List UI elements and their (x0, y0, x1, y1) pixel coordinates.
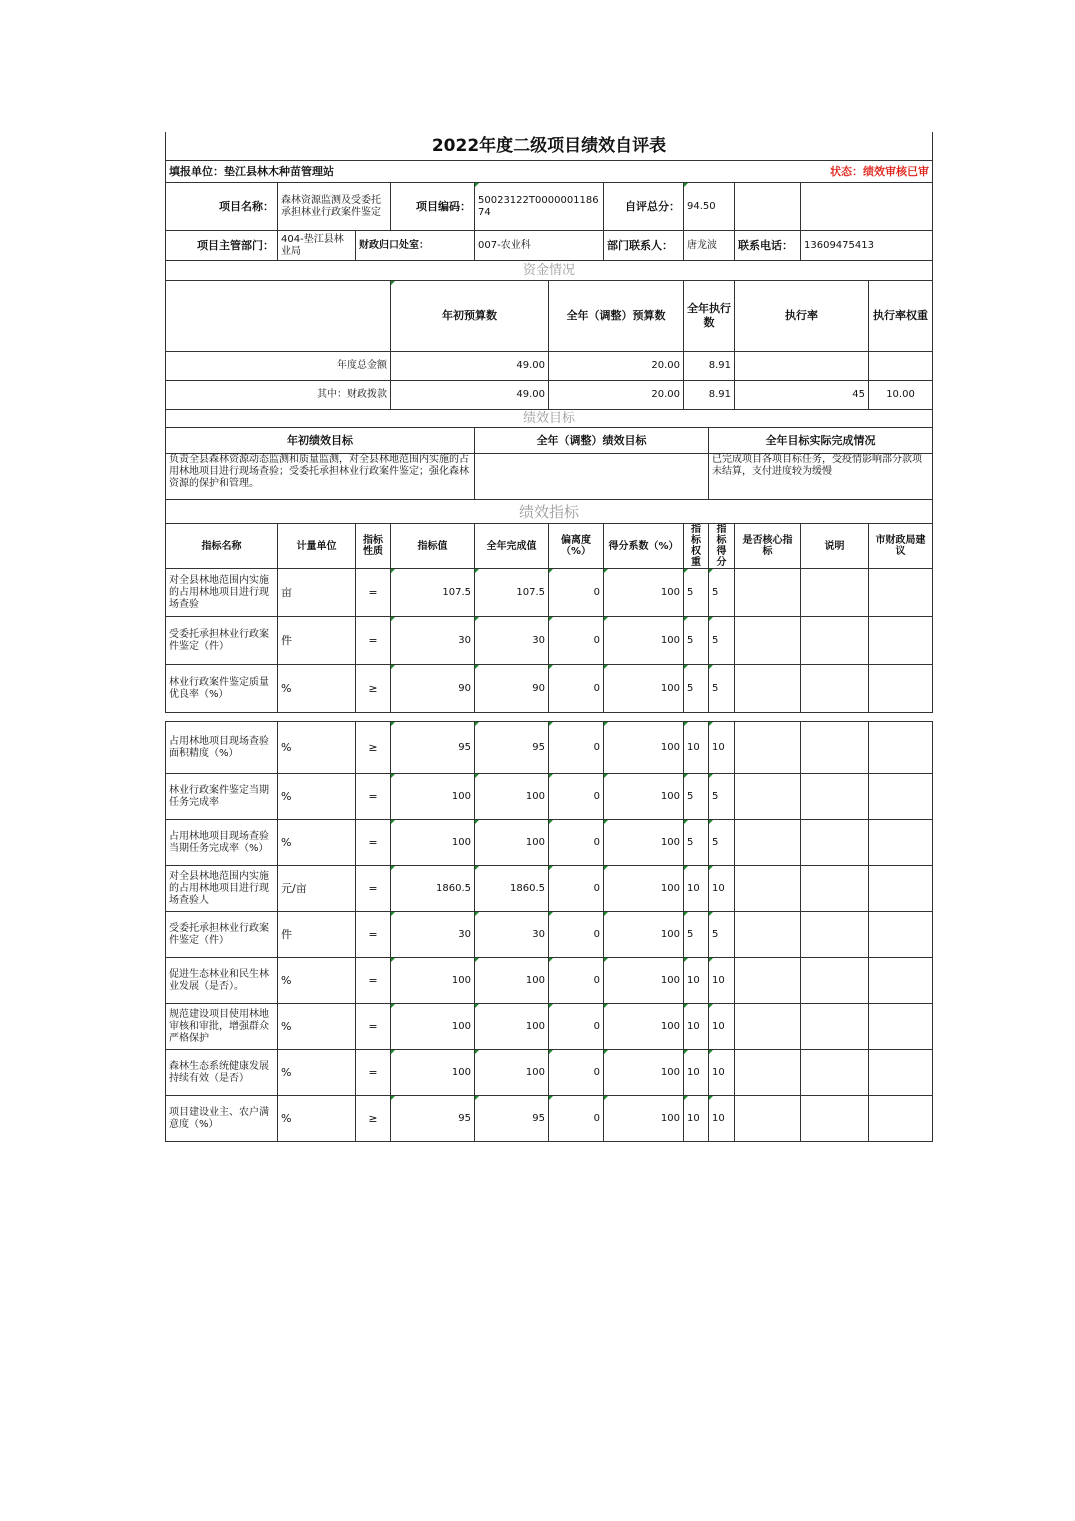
indicator-row (166, 958, 933, 1004)
indicator-note (801, 866, 869, 912)
indicator-header: 说明 (801, 524, 869, 569)
indicator-target: 100 (391, 1004, 475, 1050)
indicator-unit: % (278, 1050, 356, 1096)
indicator-deviation: 0 (549, 1004, 604, 1050)
indicator-weight: 10 (684, 1004, 709, 1050)
gap-cell (391, 713, 475, 722)
funds-row-label: 年度总金额 (166, 352, 391, 381)
goals-header: 全年（调整）绩效目标 (475, 428, 709, 454)
indicator-score: 10 (709, 1096, 735, 1142)
indicator-suggestion (869, 569, 933, 617)
funds-executed-value: 8.91 (684, 352, 735, 381)
gap-cell (549, 713, 604, 722)
indicator-deviation: 0 (549, 820, 604, 866)
goals-header: 全年目标实际完成情况 (709, 428, 933, 454)
indicator-unit: 元/亩 (278, 866, 356, 912)
indicator-nature: = (356, 820, 391, 866)
indicator-target: 30 (391, 912, 475, 958)
gap-cell (166, 713, 278, 722)
funds-initial-value: 49.00 (391, 381, 549, 410)
indicator-deviation: 0 (549, 774, 604, 820)
indicator-suggestion (869, 1096, 933, 1142)
dept-value: 404-垫江县林业局 (278, 231, 356, 261)
finance-value: 007-农业科 (475, 231, 604, 261)
indicator-core-flag (735, 774, 801, 820)
indicator-deviation: 0 (549, 617, 604, 665)
indicator-suggestion (869, 912, 933, 958)
indicator-deviation: 0 (549, 1050, 604, 1096)
indicator-coefficient: 100 (604, 820, 684, 866)
indicator-note (801, 820, 869, 866)
indicator-deviation: 0 (549, 665, 604, 713)
indicator-row (166, 866, 933, 912)
indicator-row (166, 774, 933, 820)
indicator-core-flag (735, 866, 801, 912)
indicator-actual: 100 (475, 1004, 549, 1050)
funds-row (166, 352, 933, 381)
indicator-unit: 亩 (278, 569, 356, 617)
indicator-target: 1860.5 (391, 866, 475, 912)
indicator-suggestion (869, 774, 933, 820)
gap-cell (278, 713, 356, 722)
phone-value: 13609475413 (801, 231, 933, 261)
indicator-header: 是否核心指标 (735, 524, 801, 569)
indicator-score: 5 (709, 665, 735, 713)
row-gap (166, 713, 933, 722)
funds-row-label: 其中：财政拨款 (166, 381, 391, 410)
indicator-target: 107.5 (391, 569, 475, 617)
indicator-actual: 100 (475, 1050, 549, 1096)
indicator-unit: % (278, 958, 356, 1004)
indicator-row (166, 820, 933, 866)
indicator-target: 95 (391, 1096, 475, 1142)
indicators-section-title: 绩效指标 (166, 500, 933, 524)
indicator-target: 95 (391, 722, 475, 774)
indicator-deviation: 0 (549, 866, 604, 912)
indicator-nature: ≥ (356, 722, 391, 774)
reporting-unit-value: 垫江县林木种苗管理站 (224, 164, 334, 178)
indicator-core-flag (735, 569, 801, 617)
indicator-row (166, 722, 933, 774)
indicator-nature: ≥ (356, 665, 391, 713)
adjusted-goal-text (475, 454, 709, 500)
indicator-note (801, 722, 869, 774)
indicator-score: 5 (709, 820, 735, 866)
indicator-header: 市财政局建议 (869, 524, 933, 569)
contact-label: 部门联系人： (604, 231, 684, 261)
indicator-actual: 30 (475, 912, 549, 958)
indicator-nature: = (356, 912, 391, 958)
indicator-header: 指标值 (391, 524, 475, 569)
indicator-row (166, 569, 933, 617)
indicator-score: 10 (709, 1004, 735, 1050)
gap-cell (801, 713, 869, 722)
indicator-weight: 5 (684, 820, 709, 866)
indicator-actual: 100 (475, 958, 549, 1004)
indicator-target: 100 (391, 958, 475, 1004)
dept-label: 项目主管部门： (166, 231, 278, 261)
sheet-title: 2022年度二级项目绩效自评表 (166, 132, 933, 161)
indicator-note (801, 665, 869, 713)
performance-evaluation-sheet (165, 132, 932, 1142)
indicator-header: 指标性质 (356, 524, 391, 569)
indicator-core-flag (735, 1050, 801, 1096)
funds-header: 执行率 (735, 281, 869, 352)
indicator-suggestion (869, 722, 933, 774)
evaluation-table (165, 132, 933, 1142)
indicator-actual: 100 (475, 774, 549, 820)
funds-rate-value: 45 (735, 381, 869, 410)
indicator-suggestion (869, 1050, 933, 1096)
indicator-score: 10 (709, 1050, 735, 1096)
indicator-nature: = (356, 958, 391, 1004)
indicator-deviation: 0 (549, 1096, 604, 1142)
indicator-note (801, 617, 869, 665)
funds-weight-value: 10.00 (869, 381, 933, 410)
indicator-note (801, 958, 869, 1004)
indicator-row (166, 1004, 933, 1050)
indicator-coefficient: 100 (604, 1050, 684, 1096)
indicator-row (166, 912, 933, 958)
self-score-label: 自评总分： (604, 183, 684, 231)
reporting-unit-label: 填报单位： (169, 164, 224, 178)
indicator-score: 10 (709, 722, 735, 774)
indicator-nature: = (356, 1004, 391, 1050)
indicator-name: 占用林地项目现场查验面积精度（%） (166, 722, 278, 774)
indicator-header: 计量单位 (278, 524, 356, 569)
indicator-deviation: 0 (549, 722, 604, 774)
initial-goal-text: 负责全县森林资源动态监测和质量监测，对全县林地范围内实施的占用林地项目进行现场查验；受委托承担林业行政案件鉴定；强化森林资源的保护和管理。 (166, 454, 475, 500)
indicator-name: 项目建设业主、农户满意度（%） (166, 1096, 278, 1142)
indicator-weight: 5 (684, 912, 709, 958)
funds-header: 全年执行数 (684, 281, 735, 352)
phone-label: 联系电话： (735, 231, 801, 261)
indicator-coefficient: 100 (604, 866, 684, 912)
status-value: 绩效审核已审 (863, 164, 930, 178)
status (684, 161, 933, 183)
indicator-nature: ≥ (356, 1096, 391, 1142)
indicator-weight: 10 (684, 722, 709, 774)
indicator-name: 受委托承担林业行政案件鉴定（件） (166, 617, 278, 665)
funds-row (166, 381, 933, 410)
status-label: 状态： (830, 164, 864, 178)
funds-adjusted-value: 20.00 (549, 352, 684, 381)
indicator-coefficient: 100 (604, 665, 684, 713)
indicator-core-flag (735, 722, 801, 774)
project-name-label: 项目名称： (166, 183, 278, 231)
indicator-weight: 5 (684, 774, 709, 820)
indicator-target: 100 (391, 774, 475, 820)
funds-rate-value (735, 352, 869, 381)
indicator-header: 偏离度（%） (549, 524, 604, 569)
indicator-note (801, 912, 869, 958)
contact-value: 唐龙波 (684, 231, 735, 261)
indicator-suggestion (869, 617, 933, 665)
gap-cell (475, 713, 549, 722)
indicator-suggestion (869, 1004, 933, 1050)
empty-cell (735, 183, 801, 231)
indicator-actual: 1860.5 (475, 866, 549, 912)
indicator-core-flag (735, 912, 801, 958)
indicator-weight: 5 (684, 665, 709, 713)
indicator-score: 5 (709, 774, 735, 820)
indicator-deviation: 0 (549, 569, 604, 617)
funds-initial-value: 49.00 (391, 352, 549, 381)
indicator-coefficient: 100 (604, 1096, 684, 1142)
gap-cell (356, 713, 391, 722)
indicator-coefficient: 100 (604, 569, 684, 617)
indicator-coefficient: 100 (604, 722, 684, 774)
funds-adjusted-value: 20.00 (549, 381, 684, 410)
indicator-actual: 30 (475, 617, 549, 665)
indicator-suggestion (869, 958, 933, 1004)
indicator-row (166, 617, 933, 665)
indicator-unit: 件 (278, 617, 356, 665)
funds-header: 年初预算数 (391, 281, 549, 352)
indicator-unit: 件 (278, 912, 356, 958)
indicator-header: 全年完成值 (475, 524, 549, 569)
indicator-coefficient: 100 (604, 1004, 684, 1050)
goals-section-title: 绩效目标 (166, 410, 933, 428)
indicator-deviation: 0 (549, 912, 604, 958)
indicator-name: 对全县林地范围内实施的占用林地项目进行现场查验人 (166, 866, 278, 912)
indicator-weight: 10 (684, 866, 709, 912)
indicator-coefficient: 100 (604, 958, 684, 1004)
indicator-unit: % (278, 820, 356, 866)
actual-completion-text: 已完成项目各项目标任务，受疫情影响部分款项未结算，支付进度较为缓慢 (709, 454, 933, 500)
goals-header: 年初绩效目标 (166, 428, 475, 454)
indicator-note (801, 569, 869, 617)
indicator-suggestion (869, 866, 933, 912)
indicator-unit: % (278, 1096, 356, 1142)
indicator-note (801, 1004, 869, 1050)
indicator-core-flag (735, 1096, 801, 1142)
indicator-name: 森林生态系统健康发展持续有效（是否） (166, 1050, 278, 1096)
indicator-name: 对全县林地范围内实施的占用林地项目进行现场查验 (166, 569, 278, 617)
indicator-weight: 10 (684, 958, 709, 1004)
indicator-coefficient: 100 (604, 912, 684, 958)
funds-weight-value (869, 352, 933, 381)
indicator-row (166, 1050, 933, 1096)
indicator-actual: 100 (475, 820, 549, 866)
funds-section-title: 资金情况 (166, 261, 933, 281)
empty-cell (166, 281, 391, 352)
finance-label: 财政归口处室： (356, 231, 475, 261)
indicator-actual: 95 (475, 1096, 549, 1142)
gap-cell (869, 713, 933, 722)
indicator-core-flag (735, 617, 801, 665)
indicator-note (801, 1050, 869, 1096)
indicator-actual: 90 (475, 665, 549, 713)
indicator-unit: % (278, 722, 356, 774)
indicator-weight: 10 (684, 1050, 709, 1096)
indicator-name: 占用林地项目现场查验当期任务完成率（%） (166, 820, 278, 866)
indicator-weight: 10 (684, 1096, 709, 1142)
indicator-score: 5 (709, 617, 735, 665)
funds-header: 执行率权重 (869, 281, 933, 352)
indicator-target: 100 (391, 1050, 475, 1096)
indicator-target: 90 (391, 665, 475, 713)
indicator-note (801, 774, 869, 820)
indicator-score: 10 (709, 958, 735, 1004)
indicator-name: 受委托承担林业行政案件鉴定（件） (166, 912, 278, 958)
indicator-name: 规范建设项目使用林地审核和审批，增强群众严格保护 (166, 1004, 278, 1050)
indicator-header: 指标得分 (709, 524, 735, 569)
indicator-unit: % (278, 774, 356, 820)
indicator-suggestion (869, 665, 933, 713)
project-code-value: 50023122T000000118674 (475, 183, 604, 231)
indicator-nature: = (356, 866, 391, 912)
indicator-weight: 5 (684, 617, 709, 665)
indicator-weight: 5 (684, 569, 709, 617)
indicator-score: 10 (709, 866, 735, 912)
gap-cell (684, 713, 709, 722)
indicator-nature: = (356, 617, 391, 665)
indicator-unit: % (278, 1004, 356, 1050)
indicator-nature: = (356, 569, 391, 617)
indicator-core-flag (735, 820, 801, 866)
indicator-actual: 95 (475, 722, 549, 774)
indicator-core-flag (735, 958, 801, 1004)
indicator-name: 林业行政案件鉴定当期任务完成率 (166, 774, 278, 820)
indicator-header: 得分系数（%） (604, 524, 684, 569)
indicator-note (801, 1096, 869, 1142)
reporting-unit (166, 161, 684, 183)
indicator-row (166, 1096, 933, 1142)
gap-cell (709, 713, 735, 722)
indicator-header: 指标名称 (166, 524, 278, 569)
indicator-name: 促进生态林业和民生林业发展（是否）。 (166, 958, 278, 1004)
indicator-nature: = (356, 1050, 391, 1096)
funds-executed-value: 8.91 (684, 381, 735, 410)
indicator-coefficient: 100 (604, 617, 684, 665)
empty-cell (801, 183, 933, 231)
funds-header: 全年（调整）预算数 (549, 281, 684, 352)
indicator-target: 100 (391, 820, 475, 866)
gap-cell (735, 713, 801, 722)
indicator-nature: = (356, 774, 391, 820)
indicator-unit: % (278, 665, 356, 713)
project-name-value: 森林资源监测及受委托承担林业行政案件鉴定 (278, 183, 391, 231)
indicator-score: 5 (709, 569, 735, 617)
indicator-suggestion (869, 820, 933, 866)
indicator-row (166, 665, 933, 713)
indicator-target: 30 (391, 617, 475, 665)
gap-cell (604, 713, 684, 722)
indicator-deviation: 0 (549, 958, 604, 1004)
indicator-core-flag (735, 665, 801, 713)
indicator-core-flag (735, 1004, 801, 1050)
project-code-label: 项目编码： (391, 183, 475, 231)
indicator-coefficient: 100 (604, 774, 684, 820)
indicator-name: 林业行政案件鉴定质量优良率（%） (166, 665, 278, 713)
self-score-value: 94.50 (684, 183, 735, 231)
indicator-score: 5 (709, 912, 735, 958)
indicator-header: 指标权重 (684, 524, 709, 569)
indicator-actual: 107.5 (475, 569, 549, 617)
